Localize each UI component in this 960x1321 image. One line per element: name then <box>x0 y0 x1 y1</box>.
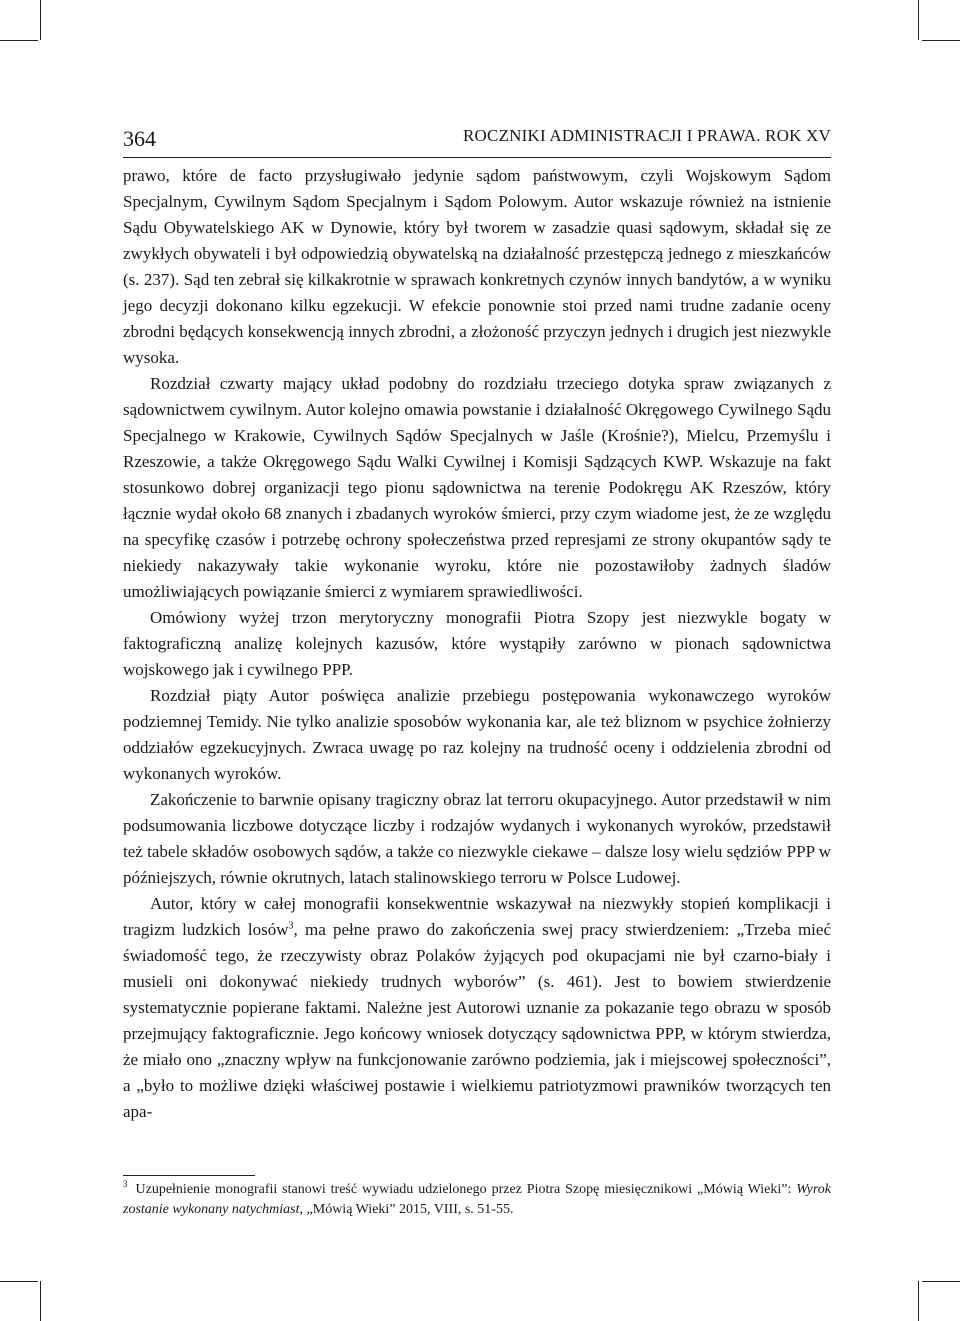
paragraph-text: Autor, który w całej monografii konsekwentnie wskazywał na niezwykły stopień komplikacji i tragizm ludzkich losów <box>123 894 831 939</box>
footnote <box>123 1180 831 1220</box>
paragraph-text: , ma pełne prawo do zakończenia swej pracy stwierdzeniem: „Trzeba mieć świadomość tego, że rzeczywisty obraz Polaków żyjących pod okupacjami nie był czarno-biały i musieli oni dokonywać niekiedy trudnych wyborów” (s. 461). Jest to bowiem stwierdzenie systematycznie popierane faktami. Należne jest Autorowi uznanie za pokazanie tego obrazu w sposób przejmujący faktograficznie. Jego końcowy wniosek dotyczący sądownictwa PPP, w którym stwierdza, że miało ono „znaczny wpływ na funkcjonowanie zarówno podziemia, jak i miejscowej społeczności”, a „było to możliwe dzięki właściwej postawie i wielkiemu patriotyzmowi prawników tworzących ten apa- <box>123 920 831 1121</box>
crop-mark <box>0 1281 38 1282</box>
paragraph: Rozdział czwarty mający układ podobny do rozdziału trzeciego dotyka spraw związanych z sądownictwem cywilnym. Autor kolejno omawia powstanie i działalność Okręgowego Cywilnego Sądu Specjalnego w Krakowie, Cywilnych Sądów Specjalnych w Jaśle (Krośnie?), Mielcu, Przemyślu i Rzeszowie, a także Okręgowego Sądu Walki Cywilnej i Komisji Sądzących KWP. Wskazuje na fakt stosunkowo dobrej organizacji tego pionu sądownictwa na terenie Podokręgu AK Rzeszów, który łącznie wydał około 68 znanych i zbadanych wyroków śmierci, przy czym wiadome jest, że ze względu na specyfikę czasów i potrzebę ochrony społeczeństwa przed represjami ze strony okupantów sądy te niekiedy nakazywały takie wykonanie wyroku, które nie pozostawiłoby żadnych śladów umożliwiających powiązanie śmierci z wymiarem sprawiedliwości. <box>123 374 831 601</box>
paragraph <box>123 891 831 1125</box>
page-number: 364 <box>123 126 156 151</box>
body-text <box>123 163 831 1125</box>
crop-mark <box>0 40 38 41</box>
crop-mark <box>922 40 960 41</box>
header-rule <box>123 157 831 158</box>
footnote-number: 3 <box>123 1179 128 1190</box>
page-header <box>123 118 831 158</box>
crop-mark <box>918 0 919 40</box>
crop-mark <box>40 1281 41 1321</box>
crop-mark <box>40 0 41 40</box>
footnote-rule <box>123 1175 255 1176</box>
footnote-reference[interactable]: 3 <box>288 920 294 932</box>
footnote-text: , „Mówią Wieki” 2015, VIII, s. 51-55. <box>299 1202 514 1217</box>
footnote-text: Uzupełnienie monografii stanowi treść wywiadu udzielonego przez Piotra Szopę miesięcznikowi „Mówią Wieki”: <box>135 1182 797 1197</box>
footnote-title: Wyrok zostanie wykonany natychmiast <box>123 1182 831 1217</box>
paragraph: prawo, które de facto przysługiwało jedynie sądom państwowym, czyli Wojskowym Sądom Specjalnym, Cywilnym Sądom Specjalnym i Sądom Polowym. Autor wskazuje również na istnienie Sądu Obywatelskiego AK w Dynowie, który był tworem w zasadzie quasi sądowym, składał się ze zwykłych obywateli i był odpowiedzią obywatelską na działalność przestępczą jednego z mieszkańców (s. 237). Sąd ten zebrał się kilkakrotnie w sprawach konkretnych czynów innych bandytów, a w wyniku jego decyzji dokonano kilku egzekucji. W efekcie ponownie stoi przed nami trudne zadanie oceny zbrodni będących konsekwencją innych zbrodni, a złożoność przyczyn jednych i drugich jest niezwykle wysoka. <box>123 166 831 367</box>
running-head: ROCZNIKI ADMINISTRACJI I PRAWA. ROK XV <box>463 126 831 145</box>
crop-mark <box>918 1281 919 1321</box>
paragraph: Omówiony wyżej trzon merytoryczny monografii Piotra Szopy jest niezwykle bogaty w faktograficzną analizę kolejnych kazusów, które wystąpiły zarówno w pionach sądownictwa wojskowego jak i cywilnego PPP. <box>123 608 831 679</box>
crop-mark <box>922 1281 960 1282</box>
paragraph: Zakończenie to barwnie opisany tragiczny obraz lat terroru okupacyjnego. Autor przedstawił w nim podsumowania liczbowe dotyczące liczby i rodzajów wydanych i wykonanych wyroków, przedstawił też tabele składów osobowych sądów, a także co niezwykle ciekawe – dalsze losy wielu sędziów PPP w późniejszych, równie okrutnych, latach stalinowskiego terroru w Polsce Ludowej. <box>123 790 831 887</box>
paragraph: Rozdział piąty Autor poświęca analizie przebiegu postępowania wykonawczego wyroków podziemnej Temidy. Nie tylko analizie sposobów wykonania kar, ale też bliznom w psychice żołnierzy oddziałów egzekucyjnych. Zwraca uwagę po raz kolejny na trudność oceny i oddzielenia zbrodni od wykonanych wyroków. <box>123 686 831 783</box>
footnotes <box>123 1180 831 1220</box>
